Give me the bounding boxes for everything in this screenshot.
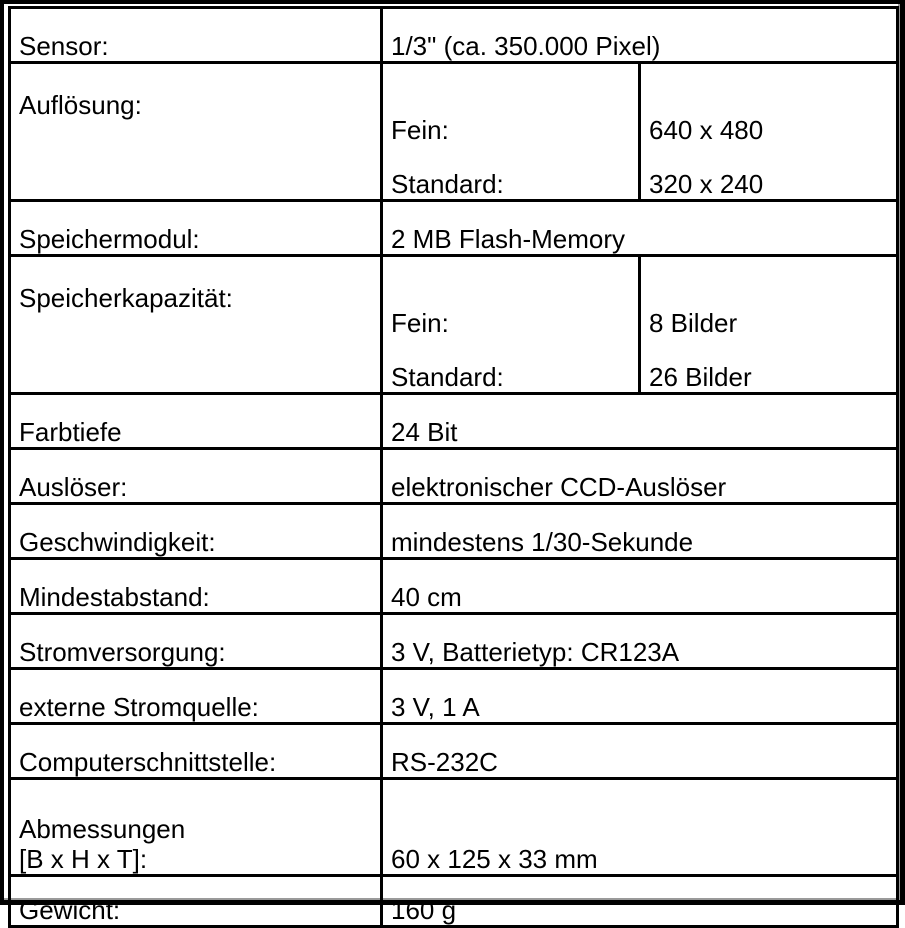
externe-stromquelle-label: externe Stromquelle: (10, 669, 382, 724)
speicherkapazitaet-label: Speicherkapazität: (10, 256, 382, 394)
table-row-gewicht (10, 876, 898, 927)
speicherkapazitaet-value-fein: 8 Bilder (649, 308, 738, 338)
abmessungen-label (10, 779, 382, 876)
table-row-mindestabstand (10, 559, 898, 614)
table-row-aufloesung (10, 63, 898, 201)
table-row-farbtiefe (10, 394, 898, 449)
stromversorgung-value: 3 V, Batterietyp: CR123A (382, 614, 898, 669)
table-row-geschwindigkeit (10, 504, 898, 559)
geschwindigkeit-label: Geschwindigkeit: (10, 504, 382, 559)
table-row-abmessungen (10, 779, 898, 876)
sensor-label: Sensor: (10, 8, 382, 63)
farbtiefe-label: Farbtiefe (10, 394, 382, 449)
externe-stromquelle-value: 3 V, 1 A (382, 669, 898, 724)
sensor-value: 1/3" (ca. 350.000 Pixel) (382, 8, 898, 63)
geschwindigkeit-value: mindestens 1/30-Sekunde (382, 504, 898, 559)
speicherkapazitaet-modes (382, 256, 640, 394)
table-row-computerschnittstelle (10, 724, 898, 779)
aufloesung-values (640, 63, 898, 201)
speicherkapazitaet-mode-fein: Fein: (391, 308, 449, 338)
table-row-speicherkapazitaet (10, 256, 898, 394)
aufloesung-modes (382, 63, 640, 201)
speichermodul-label: Speichermodul: (10, 201, 382, 256)
table-row-speichermodul (10, 201, 898, 256)
ausloeser-value: elektronischer CCD-Auslöser (382, 449, 898, 504)
speichermodul-value: 2 MB Flash-Memory (382, 201, 898, 256)
abmessungen-label-line2: [B x H x T]: (19, 844, 148, 874)
abmessungen-label-line1: Abmessungen (19, 814, 186, 844)
table-row-stromversorgung (10, 614, 898, 669)
aufloesung-value-standard: 320 x 240 (649, 169, 764, 199)
farbtiefe-value: 24 Bit (382, 394, 898, 449)
table-row-externe-stromquelle (10, 669, 898, 724)
table-row-sensor (10, 8, 898, 63)
spec-table (8, 6, 899, 928)
abmessungen-value: 60 x 125 x 33 mm (382, 779, 898, 876)
ausloeser-label: Auslöser: (10, 449, 382, 504)
gewicht-value: 160 g (382, 876, 898, 927)
computerschnittstelle-label: Computerschnittstelle: (10, 724, 382, 779)
table-row-ausloeser (10, 449, 898, 504)
speicherkapazitaet-mode-standard: Standard: (391, 362, 504, 392)
gewicht-label: Gewicht: (10, 876, 382, 927)
aufloesung-mode-fein: Fein: (391, 115, 449, 145)
speicherkapazitaet-values (640, 256, 898, 394)
mindestabstand-value: 40 cm (382, 559, 898, 614)
aufloesung-label: Auflösung: (10, 63, 382, 201)
computerschnittstelle-value: RS-232C (382, 724, 898, 779)
speicherkapazitaet-value-standard: 26 Bilder (649, 362, 752, 392)
mindestabstand-label: Mindestabstand: (10, 559, 382, 614)
aufloesung-mode-standard: Standard: (391, 169, 504, 199)
stromversorgung-label: Stromversorgung: (10, 614, 382, 669)
aufloesung-value-fein: 640 x 480 (649, 115, 764, 145)
